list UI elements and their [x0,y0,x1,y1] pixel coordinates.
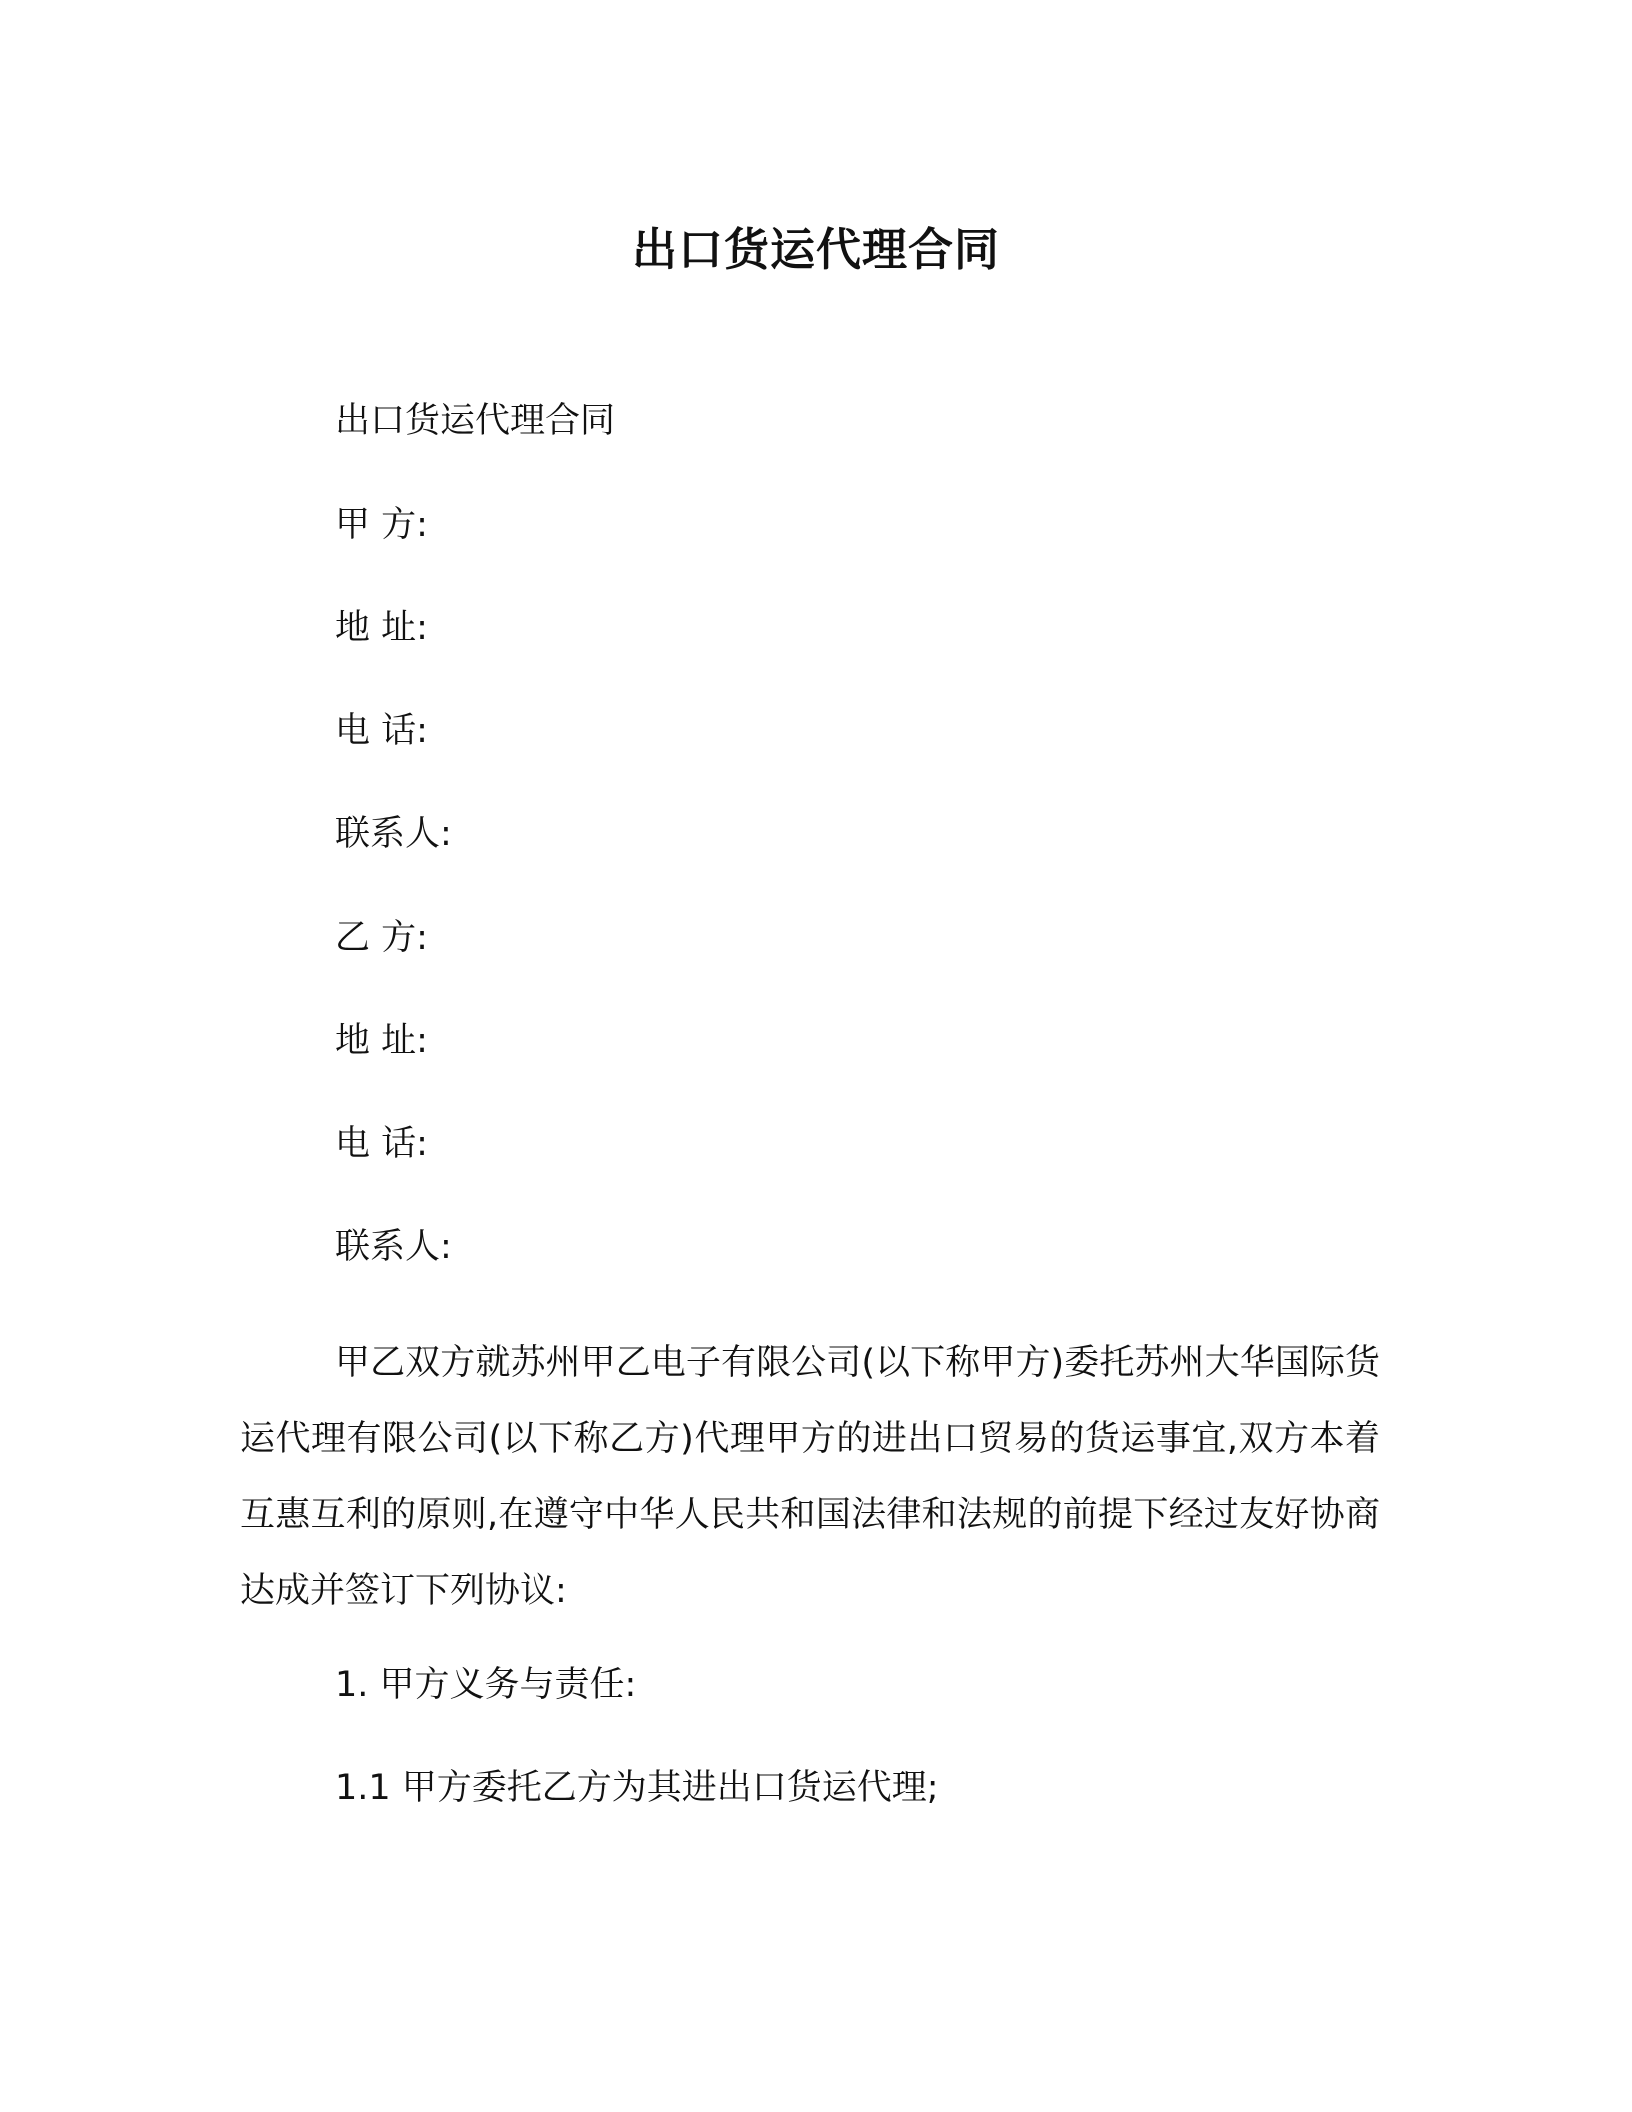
party-a-address-label: 地 址: [335,608,428,648]
party-b-label: 乙 方: [335,918,428,958]
document-subtitle: 出口货运代理合同 [335,401,616,441]
section-1-heading: 1. 甲方义务与责任: [335,1665,637,1705]
document-title: 出口货运代理合同 [631,223,1000,276]
party-a-phone-label: 电 话: [335,711,428,751]
party-b-contact-label: 联系人: [335,1227,452,1267]
preamble-paragraph: 甲乙双方就苏州甲乙电子有限公司(以下称甲方)委托苏州大华国际货运代理有限公司(以下称乙方)代理甲方的进出口贸易的货运事宜,双方本着互惠互利的原则,在遵守中华人民共和国法律和法规的前提下经过友好协商达成并签订下列协议: [240,1343,1380,1611]
party-a-label: 甲 方: [335,505,428,545]
party-a-contact-label: 联系人: [335,814,452,854]
clause-1-1: 1.1 甲方委托乙方为其进出口货运代理; [335,1768,939,1808]
party-b-address-label: 地 址: [335,1021,428,1061]
party-b-phone-label: 电 话: [335,1124,428,1164]
